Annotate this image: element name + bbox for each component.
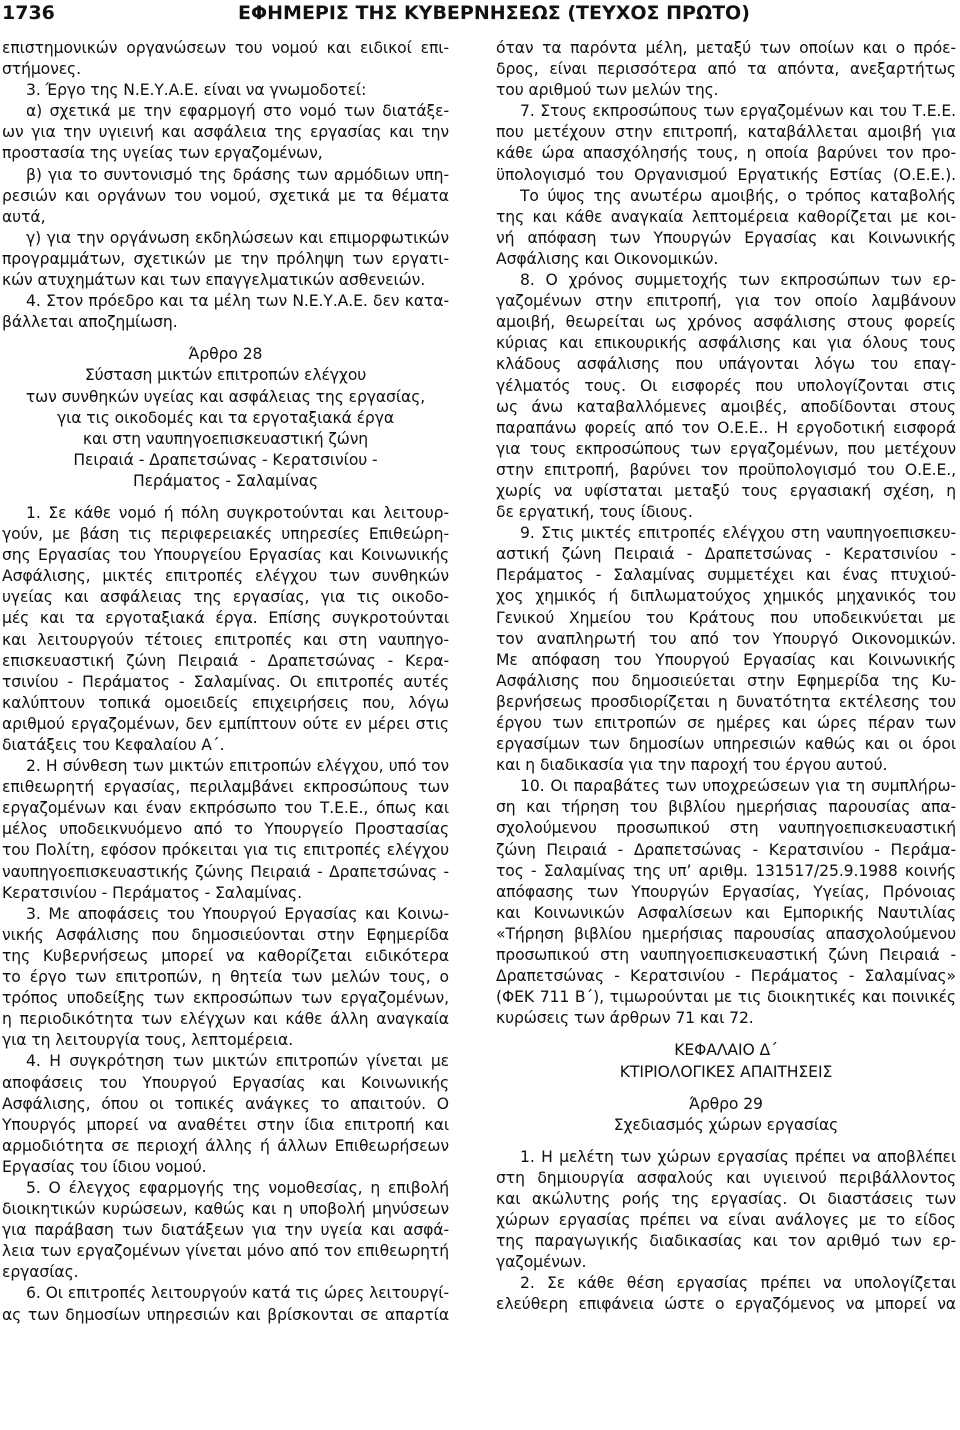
text-line: βάλλεται αποζημίωση. — [2, 313, 178, 332]
text-line: υγείας και ασφάλειας της εργασίας, για τις οικοδο- — [2, 588, 449, 607]
text-line: εργασίας. — [2, 1263, 79, 1282]
text-line: Ασφάλισης, μικτές επιτροπές ελέγχου των συνθηκών — [2, 567, 449, 586]
text-line: Εργασίας του ίδιου νομού. — [2, 1157, 207, 1176]
text-line: 4. Η συγκρότηση των μικτών επιτροπών γίνεται με — [26, 1052, 449, 1071]
text-line: τρόπος υποδείξης των εκπροσώπων των εργαζομένων, — [2, 989, 449, 1008]
heading-line: και στη ναυπηγοεπισκευαστική ζώνη — [82, 429, 369, 448]
text-line: αρμοδιότητα σε περιοχή άλλης ή άλλων Επιθεωρήσεων — [2, 1136, 449, 1155]
text-line: αριθμού εργαζομένων, δεν εμπίπτουν ούτε εν μέρει στις — [2, 714, 449, 733]
text-line: της Κυβερνήσεως μπορεί να καθορίζεται ειδικότερα — [2, 946, 449, 965]
text-line: βερνήσεως προσδιορίζεται η δυνατότητα εκτέλεσης του — [496, 692, 956, 711]
right-column — [496, 38, 956, 1316]
text-line: ϋπολογισμό του Οργανισμού Εργατικής Εστίας (Ο.Ε.Ε.). — [496, 165, 956, 184]
text-line: κυρώσεις των άρθρων 71 και 72. — [496, 1009, 754, 1028]
heading-line: των συνθηκών υγείας και ασφάλειας της εργασίας, — [25, 387, 426, 406]
text-line: 4. Στον πρόεδρο και τα μέλη των Ν.Ε.Υ.Α.Ε. δεν κατα- — [26, 292, 449, 311]
text-line: αποφάσεις του Υπουργού Εργασίας και Κοινωνικής — [2, 1073, 449, 1092]
text-line: στήμονες. — [2, 60, 81, 79]
text-line: ναυπηγοεπισκευαστικής ζώνης Πειραιά - Δραπετσώνας - — [2, 862, 449, 881]
text-line: τσινίου - Περάματος - Σαλαμίνας. Οι επιτροπές αυτές — [2, 672, 449, 691]
heading-line: Σχεδιασμός χώρων εργασίας — [613, 1115, 839, 1134]
text-line: λεια των εργαζομένων γίνεται μόνο από τον επιθεωρητή — [2, 1242, 449, 1261]
text-line: κύριας και επικουρικής ασφάλισης και για όλους τους — [496, 334, 956, 353]
heading-line: ΚΕΦΑΛΑΙΟ Δ΄ — [674, 1041, 778, 1060]
heading-line: Άρθρο 28 — [188, 345, 263, 364]
text-line: ελεύθερη επιφάνεια ώστε ο εργαζόμενος να μπορεί να — [496, 1295, 956, 1314]
text-line: η περιοδικότητα των ελέγχων και κάθε άλλη αναγκαία — [2, 1010, 449, 1029]
heading-line: ΚΤΙΡΙΟΛΟΓΙΚΕΣ ΑΠΑΙΤΗΣΕΙΣ — [619, 1062, 833, 1081]
gazette-title: ΕΦΗΜΕΡΙΣ ΤΗΣ ΚΥΒΕΡΝΗΣΕΩΣ (ΤΕΥΧΟΣ ΠΡΩΤΟ) — [238, 2, 750, 24]
text-line: γαζομένων στην επιτροπή, για τον οποίο λαμβάνουν — [496, 292, 956, 311]
text-line: δρος, είναι περισσότερα από τα απόντα, ανεξαρτήτως — [496, 60, 956, 79]
text-line: ας των δημοσίων υπηρεσιών και βρίσκονται σε απαρτία — [2, 1305, 449, 1324]
text-line: αυτά, — [2, 207, 46, 226]
text-line: αμοιβή, θεωρείται ως χρόνος ασφάλισης στους φορείς — [496, 313, 956, 332]
text-line: 3. Έργο της Ν.Ε.Υ.Α.Ε. είναι να γνωμοδοτεί: — [26, 81, 367, 100]
text-line: (ΦΕΚ 711 Β΄), τιμωρούνται με τις διοικητικές και ποινικές — [496, 988, 956, 1007]
text-line: α) σχετικά με την εφαρμογή στο νομό των διατάξε- — [26, 102, 449, 121]
text-line: μέλος υποδεικνυόμενο από το Υπουργείο Προστασίας — [2, 820, 449, 839]
text-line: κών ατυχημάτων και των επαγγελματικών ασθενειών. — [2, 271, 426, 290]
text-line: ση και τήρηση του βιβλίου ημερήσιας παρουσίας απα- — [496, 798, 956, 817]
text-line: διοικητικών κυρώσεων, καθώς και η υποβολή μηνύσεων — [2, 1200, 449, 1219]
text-line: Ασφάλισης, όπου οι τοπικές ανάγκες το απαιτούν. Ο — [2, 1094, 449, 1113]
heading-line: Πειραιά - Δραπετσώνας - Κερατσινίου - — [73, 450, 378, 469]
text-line: Περάματος - Σαλαμίνας συμμετέχει και ένας πτυχιού- — [496, 566, 956, 585]
text-line: και λειτουργούν τέτοιες επιτροπές και στη ναυπηγο- — [2, 630, 449, 649]
text-line: στη δημιουργία ασφαλούς και υγιεινού περιβάλλοντος — [496, 1168, 956, 1187]
text-line: αστική ζώνη Πειραιά - Δραπετσώνας - Κερατσινίου - — [496, 545, 956, 564]
text-line: του Πολίτη, εφόσον πρόκειται για τις επιτροπές ελέγχου — [2, 841, 449, 860]
heading-line: Περάματος - Σαλαμίνας — [132, 471, 319, 490]
page-header — [0, 0, 960, 36]
text-line: Ασφάλισης που δημοσιεύεται στην Εφημερίδα της Κυ- — [496, 671, 956, 690]
text-line: όταν τα παρόντα μέλη, μεταξύ των οποίων και ο πρόε- — [496, 39, 956, 57]
text-line: ρεσιών και οργάνων του νομού, σχετικά με τα θέματα — [2, 186, 449, 205]
heading-line: για τις οικοδομές και τα εργοταξιακά έργα — [56, 408, 395, 427]
text-line: 9. Στις μικτές επιτροπές ελέγχου στη ναυπηγοεπισκευ- — [520, 524, 956, 543]
text-line: δε εργατική, τους ίδιους. — [496, 503, 693, 522]
text-line: παραπάνω φορείς από τον Ο.Ε.Ε.. Η εργοδοτική εισφορά — [496, 418, 956, 437]
text-line: προσωπικού στη ναυπηγοεπισκευαστική ζώνη Πειραιά - — [496, 946, 956, 965]
text-line: εργαζομένων και έναν εκπρόσωπο του Τ.Ε.Ε., όπως και — [2, 799, 449, 818]
text-line: ων για την υγιεινή και ασφάλεια της εργασίας και την — [2, 123, 449, 142]
text-line: κλάδους ασφάλισης που υπάγονται λόγω του επαγ- — [496, 355, 956, 374]
text-line: 10. Οι παραβάτες των υποχρεώσεων για τη συμπλήρω- — [520, 777, 956, 796]
text-line: επισκευαστική ζώνη Πειραιά - Δραπετσώνας - Κερα- — [2, 651, 449, 670]
text-line: προστασία της υγείας των εργαζομένων, — [2, 144, 323, 163]
text-line: 1. Η μελέτη των χώρων εργασίας πρέπει να αποβλέπει — [520, 1147, 956, 1166]
text-line: γ) για την οργάνωση εκδηλώσεων και επιμορφωτικών — [26, 228, 449, 247]
text-line: καλύπτουν τοπικά ομοειδείς επιχειρήσεις που, λόγω — [2, 693, 449, 712]
text-line: νικής Ασφάλισης που δημοσιεύονται στην Εφημερίδα — [2, 925, 449, 944]
heading-line: Σύσταση μικτών επιτροπών ελέγχου — [84, 366, 367, 385]
text-line: Δραπετσώνας - Κερατσινίου - Περάματος - Σαλαμίνας» — [496, 967, 956, 986]
text-line: ως άνω καταβαλλόμενες αμοιβές, αποδίδονται στους — [496, 397, 956, 416]
text-line: της και κάθε αναγκαία λεπτομέρεια καθορίζεται με κοι- — [496, 207, 956, 226]
text-line: γούν, με βάση τις περιφερειακές υπηρεσίες Επιθεώρη- — [2, 525, 449, 544]
text-line: Υπουργός μπορεί να αναθέτει στην ίδια επιτροπή και — [2, 1115, 449, 1134]
text-line: της παραγωγικής διαδικασίας και τον αριθμό των ερ- — [496, 1232, 956, 1251]
text-line: Κερατσινίου - Περάματος - Σαλαμίνας. — [2, 883, 302, 902]
text-line: που μετέχουν στην επιτροπή, καταβάλλεται αμοιβή για — [496, 123, 956, 142]
text-line: 3. Με αποφάσεις του Υπουργού Εργασίας και Κοινω- — [26, 904, 449, 923]
text-line: τος - Σαλαμίνας της υπ’ αριθμ. 131517/25.9.1988 κοινής — [496, 861, 956, 880]
text-line: τον αναπληρωτή του από τον Υπουργό Οικονομικών. — [496, 629, 956, 648]
text-line: 2. Σε κάθε θέση εργασίας πρέπει να υπολογίζεται — [520, 1274, 956, 1293]
text-line: 1. Σε κάθε νομό ή πόλη συγκροτούνται και λειτουρ- — [26, 503, 449, 522]
text-line: νή απόφαση των Υπουργών Εργασίας και Κοινωνικής — [496, 228, 956, 247]
text-line: χος χημικός ή διπλωματούχος χημικός μηχανικός του — [496, 587, 956, 606]
text-line: και ακώλυτης ροής της εργασίας. Οι διαστάσεις των — [496, 1189, 956, 1208]
page-number: 1736 — [2, 2, 55, 24]
text-line: 2. Η σύνθεση των μικτών επιτροπών ελέγχου, υπό τον — [26, 757, 449, 776]
text-line: για παράβαση των διατάξεων για την υγεία και ασφά- — [2, 1221, 449, 1240]
text-line: απόφασης των Υπουργών Εργασίας, Υγείας, Πρόνοιας — [496, 882, 956, 901]
text-line: 5. Ο έλεγχος εφαρμογής της νομοθεσίας, η επιβολή — [26, 1178, 449, 1197]
left-column — [2, 38, 449, 1326]
text-line: 8. Ο χρόνος συμμετοχής των εκπροσώπων των ερ- — [520, 271, 956, 290]
text-line: το έργο των επιτροπών, η θητεία των μελών τους, ο — [2, 968, 449, 987]
text-line: σχολούμενου προσωπικού στη ναυπηγοεπισκευαστική — [496, 819, 956, 838]
text-line: χωρίς να υφίσταται μεταξύ τους εργασιακή σχέση, η — [496, 481, 956, 500]
text-line: κάθε ώρα απασχόλησής τους, η οποία βαρύνει τον προ- — [496, 144, 956, 163]
text-line: Γενικού Χημείου του Κράτους που υποδεικνύεται με — [496, 608, 956, 627]
text-line: επιθεωρητή εργασίας, περιλαμβάνει εκπροσώπους των — [2, 778, 449, 797]
text-line: για τη λειτουργία τους, λεπτομέρεια. — [2, 1031, 294, 1050]
text-line: στην επιτροπή, βαρύνει τον προϋπολογισμό του Ο.Ε.Ε., — [496, 460, 956, 479]
text-line: προγραμμάτων, σχετικών με την πρόληψη των εργατι- — [2, 249, 449, 268]
text-line: του αριθμού των μελών της. — [496, 81, 719, 100]
text-line: μές και τα εργοταξιακά έργα. Επίσης συγκροτούνται — [2, 609, 449, 628]
text-line: β) για το συντονισμό της δράσης των αρμόδιων υπη- — [26, 165, 449, 184]
text-line: διατάξεις του Κεφαλαίου Α΄. — [2, 736, 225, 754]
text-line: χώρων εργασίας πρέπει να είναι ανάλογες με το είδος — [496, 1211, 956, 1230]
text-line: και η διαδικασία για την παροχή του έργου αυτού. — [496, 756, 888, 775]
text-line: εργασίμων των δημοσίων υπηρεσιών καθώς και οι όροι — [496, 735, 956, 754]
text-line: Ασφάλισης και Οικονομικών. — [496, 249, 719, 268]
text-line: επιστημονικών οργανώσεων του νομού και ειδικοί επι- — [2, 39, 449, 57]
text-line: και Κοινωνικών Ασφαλίσεων και Εμπορικής Ναυτιλίας — [496, 903, 956, 922]
text-line: ζώνη Πειραιά - Δραπετσώνας - Κερατσινίου - Περάμα- — [496, 840, 956, 859]
text-line: για τους εκπροσώπους των εργαζομένων, που μετέχουν — [496, 439, 956, 458]
text-line: σης Εργασίας του Υπουργείου Εργασίας και Κοινωνικής — [2, 546, 449, 565]
heading-line: Άρθρο 29 — [689, 1094, 763, 1113]
text-line: «Τήρηση βιβλίου ημερήσιας παρουσίας απασχολούμενου — [496, 924, 956, 943]
text-line: έργου των επιτροπών σε ημέρες και ώρες πέραν των — [496, 714, 956, 732]
text-line: Με απόφαση του Υπουργού Εργασίας και Κοινωνικής — [496, 650, 956, 669]
text-line: 7. Στους εκπροσώπους των εργαζομένων και του Τ.Ε.Ε. — [520, 102, 956, 121]
text-line: 6. Οι επιτροπές λειτουργούν κατά τις ώρες λειτουργί- — [26, 1284, 449, 1303]
text-line: γέλματός τους. Οι εισφορές που υπολογίζονται στις — [496, 376, 956, 395]
text-line: γαζομένων. — [496, 1253, 587, 1272]
text-line: Το ύψος της ανωτέρω αμοιβής, ο τρόπος καταβολής — [520, 186, 956, 205]
